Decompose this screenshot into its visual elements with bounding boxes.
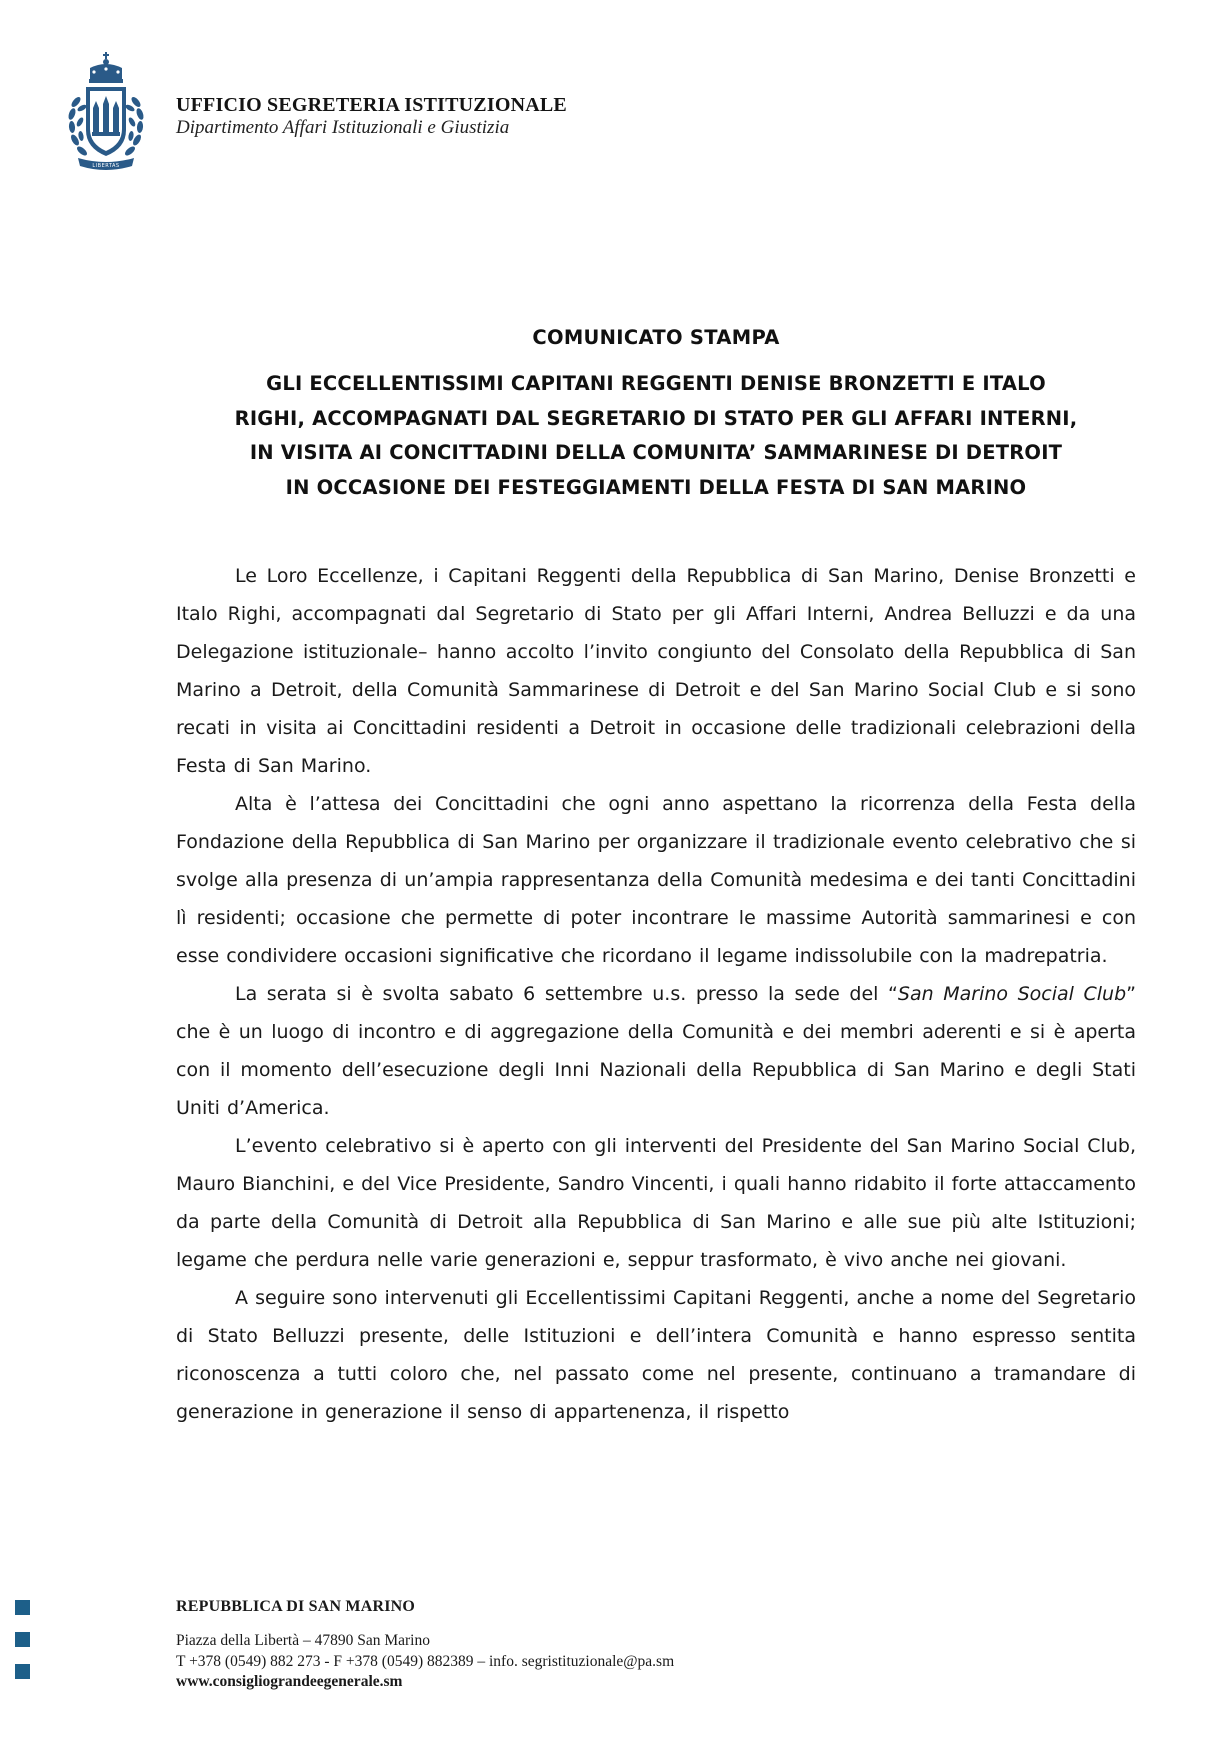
document-type: COMUNICATO STAMPA — [532, 326, 780, 349]
letterhead — [62, 52, 762, 182]
paragraph-3-end: ” che è un luogo di incontro e di aggregazione della Comunità e dei membri aderenti e si è aperta con il momento dell’esecuzione degli Inni Nazionali della Repubblica di San Marino e degli Stati Uniti d’America. — [176, 983, 1136, 1119]
footer — [176, 1596, 876, 1693]
paragraph-4: L’evento celebrativo si è aperto con gli interventi del Presidente del San Marino Social Club, Mauro Bianchini, e del Vice Presidente, Sandro Vincenti, i quali hanno ridabito il forte attaccamento da parte della Comunità di Detroit alla Repubblica di San Marino e alle sue più alte Istituzioni; legame che perdura nelle varie generazioni e, seppur trasformato, è vivo anche nei giovani. — [176, 1135, 1136, 1271]
footer-address: Piazza della Libertà – 47890 San Marino — [176, 1632, 430, 1649]
headline-line: RIGHI, ACCOMPAGNATI DAL SEGRETARIO DI STATO PER GLI AFFARI INTERNI, — [234, 406, 1078, 430]
body-text — [176, 557, 1136, 1431]
emblem-motto: LIBERTAS — [92, 163, 120, 169]
footer-decoration — [15, 1600, 31, 1690]
paragraph-5: A seguire sono intervenuti gli Eccellentissimi Capitani Reggenti, anche a nome del Segretario di Stato Belluzzi presente, delle Istituzioni e dell’intera Comunità e hanno espresso sentita riconoscenza a tutti coloro che, nel passato come nel presente, continuano a tramandare di generazione in generazione il senso di appartenenza, il rispetto — [176, 1287, 1136, 1423]
footer-square — [15, 1600, 30, 1615]
department-name: Dipartimento Affari Istituzionali e Giustizia — [176, 117, 510, 138]
office-block — [176, 93, 567, 139]
paragraph-3 — [176, 975, 1136, 1127]
headline-line: IN VISITA AI CONCITTADINI DELLA COMUNITA’ SAMMARINESE DI DETROIT — [249, 441, 1063, 464]
paragraph-2: Alta è l’attesa dei Concittadini che ogni anno aspettano la ricorrenza della Festa della Fondazione della Repubblica di San Marino per organizzare il tradizionale evento celebrativo che si svolge alla presenza di un’ampia rappresentanza della Comunità medesima e dei tanti Concittadini lì residenti; occasione che permette di poter incontrare le massime Autorità sammarinesi e con esse condividere occasioni significative che ricordano il legame indissolubile con la madrepatria. — [176, 793, 1136, 967]
san-marino-coat-of-arms-icon — [62, 52, 152, 180]
footer-square — [15, 1664, 30, 1679]
headline-line: IN OCCASIONE DEI FESTEGGIAMENTI DELLA FESTA DI SAN MARINO — [285, 475, 1027, 499]
headline-line: GLI ECCELLENTISSIMI CAPITANI REGGENTI DENISE BRONZETTI E ITALO — [266, 372, 1046, 395]
office-name: UFFICIO SEGRETERIA ISTITUZIONALE — [176, 94, 567, 116]
press-release-heading — [176, 324, 1136, 505]
club-name-emphasis: San Marino Social Club — [897, 983, 1127, 1005]
paragraph-3-start: La serata si è svolta sabato 6 settembre u.s. presso la sede del “ — [235, 983, 898, 1005]
paragraph-1: Le Loro Eccellenze, i Capitani Reggenti della Repubblica di San Marino, Denise Bronzetti e Italo Righi, accompagnati dal Segretario di Stato per gli Affari Interni, Andrea Belluzzi e da una Delegazione istituzionale– hanno accolto l’invito congiunto del Consolato della Repubblica di San Marino a Detroit, della Comunità Sammarinese di Detroit e del San Marino Social Club e si sono recati in visita ai Concittadini residenti a Detroit in occasione delle tradizionali celebrazioni della Festa di San Marino. — [176, 565, 1136, 777]
footer-website-link[interactable]: www.consigliograndeegenerale.sm — [176, 1673, 403, 1690]
footer-republic-name: REPUBBLICA DI SAN MARINO — [176, 1598, 416, 1615]
footer-contacts: T +378 (0549) 882 273 - F +378 (0549) 882389 – info. segristituzionale@pa.sm — [176, 1652, 675, 1670]
footer-square — [15, 1632, 30, 1647]
